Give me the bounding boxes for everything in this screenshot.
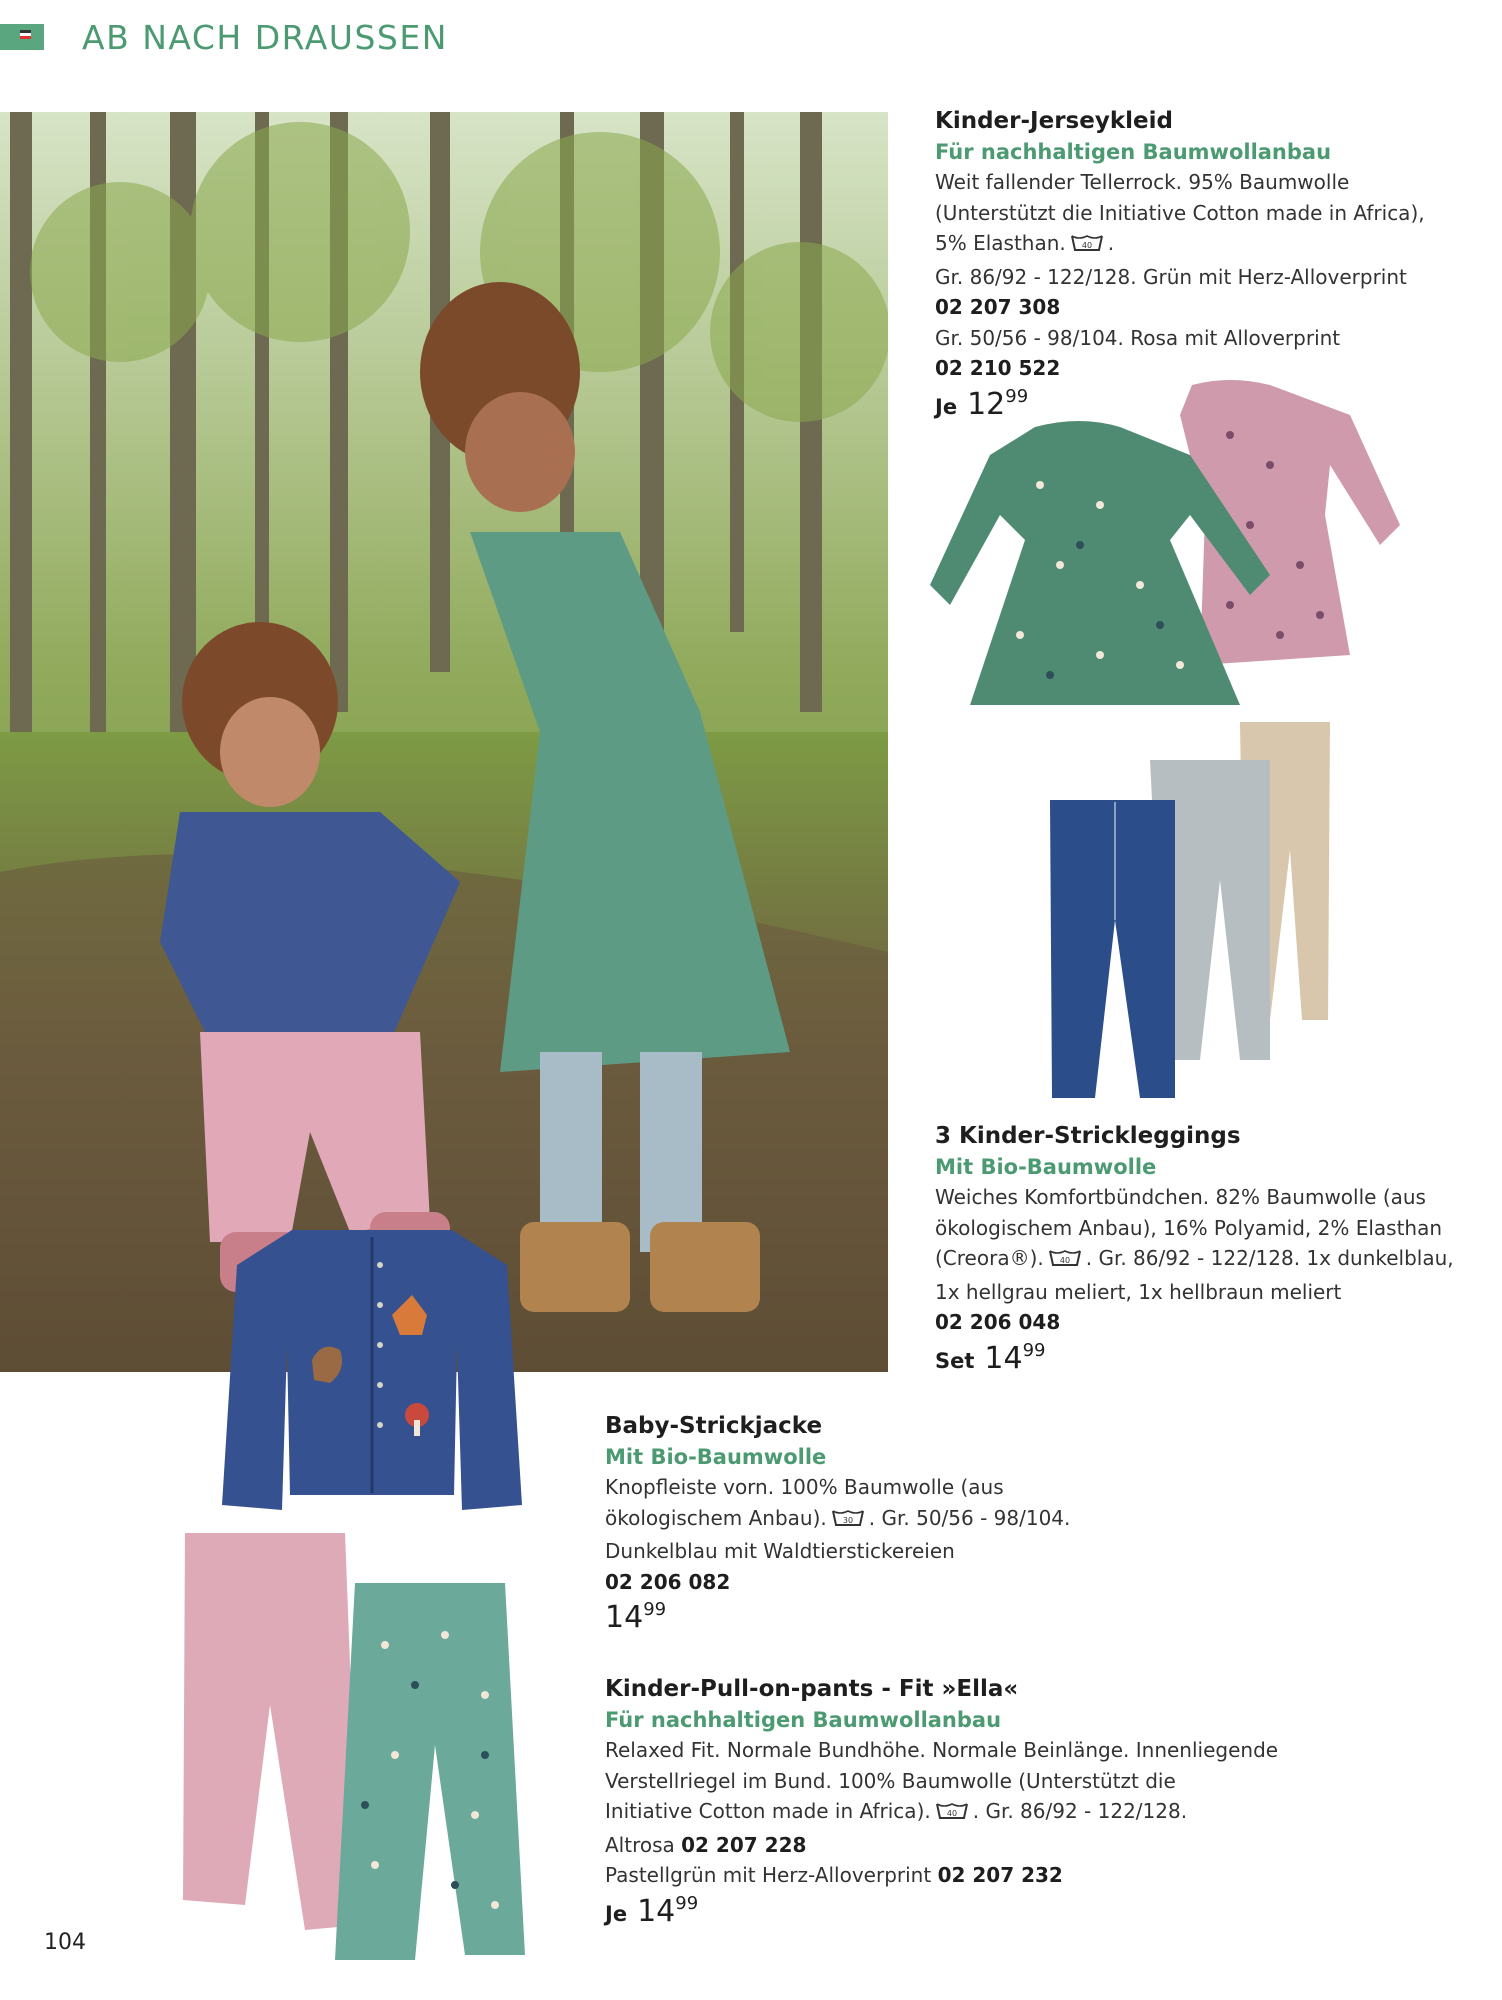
product-description: Dunkelblau mit Waldtierstickereien (605, 1539, 955, 1563)
product-description: Weit fallender Tellerrock. 95% Baumwolle (935, 170, 1350, 194)
product-variant: Altrosa 02 207 228 (605, 1832, 807, 1857)
section-title: AB NACH DRAUSSEN (82, 18, 448, 57)
product-subtitle: Mit Bio-Baumwolle (605, 1444, 827, 1469)
product-pants (605, 1674, 1325, 1937)
flag-icon (20, 30, 31, 39)
product-description: Weiches Komfortbündchen. 82% Baumwolle (aus (935, 1185, 1426, 1209)
product-subtitle: Für nachhaltigen Baumwollanbau (935, 139, 1332, 164)
product-name: Kinder-Jerseykleid (935, 108, 1173, 134)
svg-text:30: 30 (842, 1515, 853, 1525)
product-description: Initiative Cotton made in Africa). 40 . Gr. 86/92 - 122/128. (605, 1796, 1325, 1830)
pants-product-image (175, 1525, 535, 1965)
product-description: 5% Elasthan. 40 . (935, 228, 1475, 262)
svg-text:40: 40 (946, 1809, 957, 1818)
product-description: (Creora®). 40 . Gr. 86/92 - 122/128. 1x dunkelblau, (935, 1243, 1475, 1277)
product-leggings (935, 1121, 1475, 1384)
product-variant: Gr. 86/92 - 122/128. Grün mit Herz-Alloverprint (935, 264, 1407, 289)
product-name: Kinder-Pull-on-pants - Fit »Ella« (605, 1676, 1019, 1702)
product-description: ökologischem Anbau). 30 . Gr. 50/56 - 98/104. (605, 1503, 1145, 1537)
article-number: 02 206 082 (605, 1569, 731, 1594)
svg-text:40: 40 (1081, 241, 1092, 250)
article-number: 02 207 308 (935, 295, 1061, 319)
product-description: (Unterstützt die Initiative Cotton made in Africa), (935, 200, 1425, 225)
product-description: Knopfleiste vorn. 100% Baumwolle (aus (605, 1475, 1004, 1499)
dress-product-image (930, 375, 1470, 715)
forest-scene-illustration (0, 112, 888, 1372)
section-tab (0, 24, 44, 50)
product-name: Baby-Strickjacke (605, 1413, 823, 1439)
product-variant: Gr. 50/56 - 98/104. Rosa mit Alloverprint (935, 325, 1341, 350)
product-description: Verstellriegel im Bund. 100% Baumwolle (Unterstützt die (605, 1768, 1176, 1793)
svg-text:40: 40 (1059, 1256, 1070, 1265)
price: 14 99 (605, 1599, 667, 1635)
article-number: 02 207 228 (681, 1832, 807, 1857)
page-number: 104 (44, 1930, 86, 1955)
product-subtitle: Mit Bio-Baumwolle (935, 1154, 1157, 1179)
price: Set 14 99 (935, 1339, 1046, 1376)
article-number: 02 206 048 (935, 1310, 1061, 1334)
lifestyle-photo (0, 112, 888, 1372)
product-subtitle: Für nachhaltigen Baumwollanbau (605, 1707, 1002, 1732)
product-description: Relaxed Fit. Normale Bundhöhe. Normale Beinlänge. Innenliegende (605, 1738, 1279, 1762)
cardigan-product-image (222, 1225, 522, 1515)
wash-40-icon (1048, 1246, 1082, 1277)
product-description: 1x hellgrau meliert, 1x hellbraun meliert (935, 1279, 1342, 1304)
product-description: ökologischem Anbau), 16% Polyamid, 2% Elasthan (935, 1215, 1443, 1240)
article-number: 02 207 232 (937, 1863, 1063, 1887)
product-cardigan (605, 1411, 1145, 1643)
wash-40-icon (935, 1799, 969, 1830)
product-name: 3 Kinder-Strickleggings (935, 1123, 1241, 1149)
wash-40-icon (1070, 231, 1104, 262)
product-variant: Pastellgrün mit Herz-Alloverprint 02 207 232 (605, 1863, 1063, 1887)
article-number: 02 210 522 (935, 356, 1061, 380)
price: Je 12 99 (935, 385, 1029, 422)
wash-30-icon (831, 1506, 865, 1537)
leggings-product-image (1040, 720, 1380, 1100)
price: Je 14 99 (605, 1892, 699, 1929)
